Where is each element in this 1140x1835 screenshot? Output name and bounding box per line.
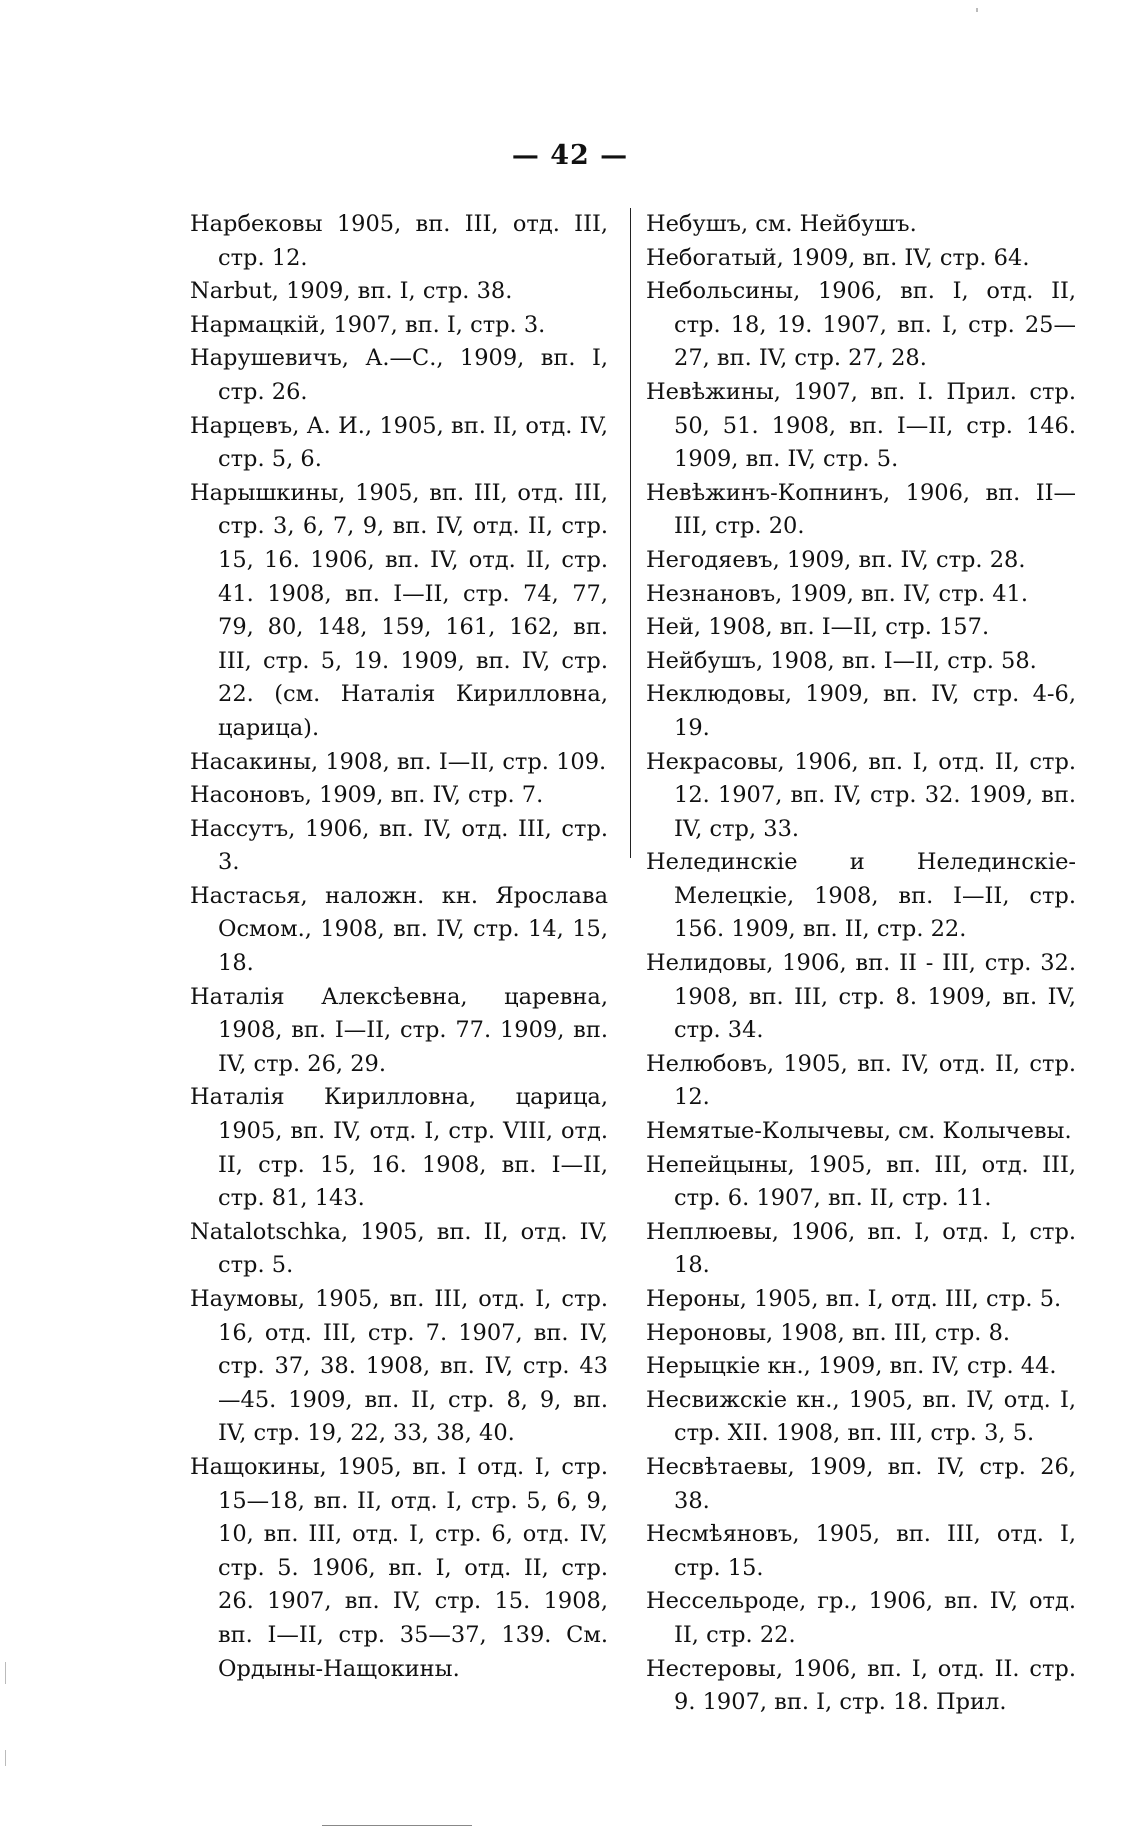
scan-mark-bottom	[322, 1825, 472, 1826]
index-entry: Несвѣтаевы, 1909, вп. IV, стр. 26, 38.	[646, 1453, 1076, 1514]
index-entry: Наталія Алексѣевна, царевна, 1908, вп. I—II, стр. 77. 1909, вп. IV, стр. 26, 29.	[190, 983, 608, 1077]
index-entry: Невѣжинъ-Копнинъ, 1906, вп. II—III, стр. 20.	[646, 479, 1076, 540]
index-entry: Нестеровы, 1906, вп. I, отд. II. стр. 9. 1907, вп. I, стр. 18. Прил.	[646, 1655, 1076, 1716]
index-entry: Нарбековы 1905, вп. III, отд. III, стр. 12.	[190, 211, 608, 271]
index-entry: Настасья, наложн. кн. Ярослава Осмом., 1908, вп. IV, стр. 14, 15, 18.	[190, 882, 608, 977]
column-divider	[630, 208, 631, 858]
index-entry: Нармацкій, 1907, вп. I, стр. 3.	[190, 311, 546, 338]
index-entry: Нащокины, 1905, вп. I отд. I, стр. 15—18, вп. II, отд. I, стр. 5, 6, 9, 10, вп. III, отд. I, стр. 6, отд. IV, стр. 5. 1906, вп. I, отд. II, стр. 26. 1907, вп. IV, стр. 15. 1908, вп. I—II, стр. 35—37, 139. См. Ордыны-Нащокины.	[190, 1453, 608, 1682]
index-entry: Непейцыны, 1905, вп. III, отд. III, стр. 6. 1907, вп. II, стр. 11.	[646, 1151, 1076, 1212]
scan-mark-left	[5, 1662, 6, 1684]
index-entry: Невѣжины, 1907, вп. I. Прил. стр. 50, 51. 1908, вп. I—II, стр. 146. 1909, вп. IV, стр. 5.	[646, 378, 1076, 473]
page-number: — 42 —	[511, 140, 629, 171]
index-entry: Нейбушъ, 1908, вп. I—II, стр. 58.	[646, 647, 1037, 674]
index-entry: Незнановъ, 1909, вп. IV, стр. 41.	[646, 580, 1029, 607]
index-entry: Нассутъ, 1906, вп. IV, отд. III, стр. 3.	[190, 815, 608, 876]
index-entry: Несмѣяновъ, 1905, вп. III, отд. I, стр. 15.	[646, 1521, 1076, 1581]
index-entry: Нелюбовъ, 1905, вп. IV, отд. II, стр. 12.	[646, 1050, 1076, 1111]
index-entry: Нелединскіе и Нелединскіе-Мелецкіе, 1908, вп. I—II, стр. 156. 1909, вп. II, стр. 22.	[646, 849, 1076, 943]
index-entry: Наталія Кирилловна, царица, 1905, вп. IV, отд. I, стр. VIII, отд. II, стр. 15, 16. 1908, вп. I—II, стр. 81, 143.	[190, 1084, 608, 1212]
index-entry: Нероновы, 1908, вп. III, стр. 8.	[646, 1319, 1011, 1346]
scan-mark-left	[5, 1750, 6, 1766]
index-entry: Ней, 1908, вп. I—II, стр. 157.	[646, 614, 990, 641]
index-column-left	[190, 208, 608, 1686]
index-entry: Нарцевъ, А. И., 1905, вп. II, отд. IV, стр. 5, 6.	[190, 412, 608, 473]
index-entry: Негодяевъ, 1909, вп. IV, стр. 28.	[646, 546, 1026, 573]
index-entry: Небогатый, 1909, вп. IV, стр. 64.	[646, 244, 1030, 271]
index-entry: Нероны, 1905, вп. I, отд. III, стр. 5.	[646, 1286, 1062, 1312]
index-entry: Нессельроде, гр., 1906, вп. IV, отд. II, стр. 22.	[646, 1588, 1076, 1648]
index-entry: Немятые-Колычевы, см. Колычевы.	[646, 1118, 1072, 1145]
index-entry: Небушъ, см. Нейбушъ.	[646, 211, 917, 237]
index-entry: Неплюевы, 1906, вп. I, отд. I, стр. 18.	[646, 1218, 1076, 1279]
index-entry: Насоновъ, 1909, вп. IV, стр. 7.	[190, 782, 544, 809]
index-entry: Нелидовы, 1906, вп. II - III, стр. 32. 1908, вп. III, стр. 8. 1909, вп. IV, стр. 34.	[646, 950, 1076, 1044]
index-entry: Нарышкины, 1905, вп. III, отд. III, стр. 3, 6, 7, 9, вп. IV, отд. II, стр. 15, 16. 1906, вп. IV, отд. II, стр. 41. 1908, вп. I—II, стр. 74, 77, 79, 80, 148, 159, 161, 162, вп. III, стр. 5, 19. 1909, вп. IV, стр. 22. (см. Наталія Кирилловна, царица).	[190, 479, 608, 741]
index-entry: Narbut, 1909, вп. I, стр. 38.	[190, 278, 513, 305]
index-entry: Небольсины, 1906, вп. I, отд. II, стр. 18, 19. 1907, вп. I, стр. 25—27, вп. IV, стр. 27, 28.	[646, 278, 1076, 372]
index-entry: Насакины, 1908, вп. I—II, стр. 109.	[190, 748, 607, 775]
index-entry: Некрасовы, 1906, вп. I, отд. II, стр. 12. 1907, вп. IV, стр. 32. 1909, вп. IV, стр, 33.	[646, 748, 1076, 842]
index-entry: Нарушевичъ, А.—С., 1909, вп. I, стр. 26.	[190, 345, 608, 405]
index-column-right	[646, 208, 1076, 1720]
index-entry: Natalotschka, 1905, вп. II, отд. IV, стр. 5.	[190, 1218, 608, 1279]
index-entry: Наумовы, 1905, вп. III, отд. I, стр. 16, отд. III, стр. 7. 1907, вп. IV, стр. 37, 38. 1908, вп. IV, стр. 43—45. 1909, вп. II, стр. 8, 9, вп. IV, стр. 19, 22, 33, 38, 40.	[190, 1286, 608, 1447]
index-entry: Нерыцкіе кн., 1909, вп. IV, стр. 44.	[646, 1353, 1057, 1380]
index-entry: Несвижскіе кн., 1905, вп. IV, отд. I, стр. XII. 1908, вп. III, стр. 3, 5.	[646, 1386, 1076, 1447]
scan-mark-top	[976, 8, 978, 12]
index-entry: Неклюдовы, 1909, вп. IV, стр. 4-6, 19.	[646, 681, 1076, 741]
